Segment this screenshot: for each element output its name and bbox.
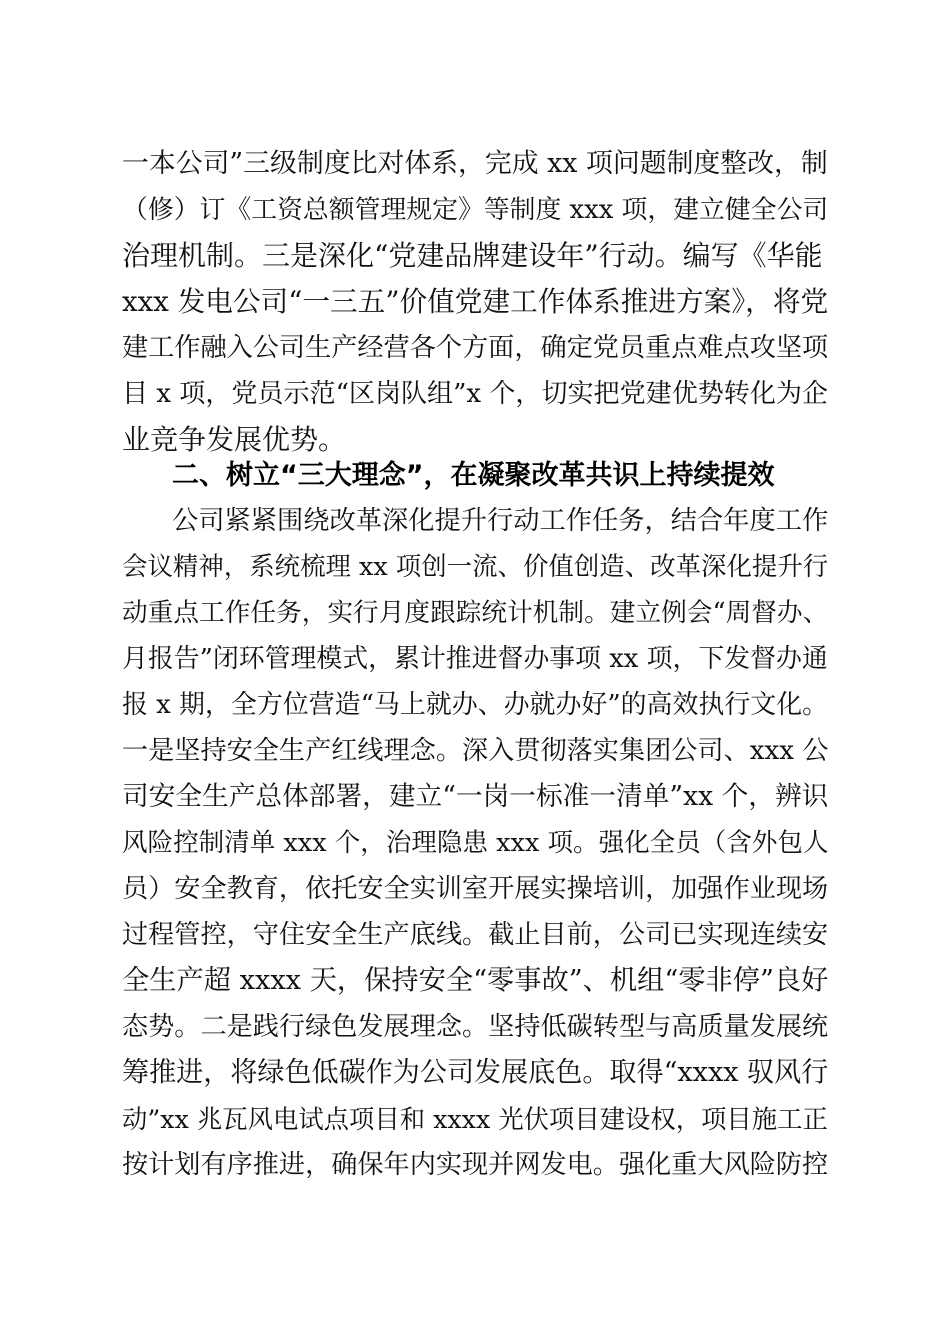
text-line: 动”xx 兆瓦风电试点项目和 xxxx 光伏项目建设权，项目施工正 — [122, 1104, 828, 1134]
text-line: 态势。二是践行绿色发展理念。坚持低碳转型与高质量发展统 — [122, 1012, 829, 1042]
text-line: 员）安全教育，依托安全实训室开展实操培训，加强作业现场 — [122, 874, 829, 904]
text-line: 动重点工作任务，实行月度跟踪统计机制。建立例会“周督办、 — [122, 598, 829, 628]
text-line: 一本公司”三级制度比对体系，完成 xx 项问题制度整改，制 — [122, 148, 828, 179]
text-line: 筹推进，将绿色低碳作为公司发展底色。取得“xxxx 驭风行 — [122, 1057, 829, 1088]
text-line: 过程管控，守住安全生产底线。截止目前，公司已实现连续安 — [122, 920, 829, 950]
text-line: 目 x 项，党员示范“区岗队组”x 个，切实把党建优势转化为企 — [122, 379, 828, 409]
text-line: 司安全生产总体部署，建立“一岗一标准一清单”xx 个，辨识 — [122, 781, 829, 812]
text-line: 会议精神，系统梳理 xx 项创一流、价值创造、改革深化提升行 — [122, 552, 829, 582]
text-line: 月报告”闭环管理模式，累计推进督办事项 xx 项，下发督办通 — [122, 644, 828, 674]
text-line: 治理机制。三是深化“党建品牌建设年”行动。编写《华能 — [122, 239, 823, 272]
text-line: 报 x 期，全方位营造“马上就办、办就办好”的高效执行文化。 — [122, 690, 829, 720]
text-line: 风险控制清单 xxx 个，治理隐患 xxx 项。强化全员（含外包人 — [122, 828, 829, 858]
text-line: 按计划有序推进，确保年内实现并网发电。强化重大风险防控 — [122, 1150, 829, 1180]
text-line: （修）订《工资总额管理规定》等制度 xxx 项，建立健全公司 — [122, 195, 829, 225]
text-line: 业竞争发展优势。 — [122, 423, 347, 456]
text-line: xxx 发电公司“一三五”价值党建工作体系推进方案》，将党 — [122, 285, 829, 318]
text-line: 公司紧紧围绕改革深化提升行动工作任务，结合年度工作 — [172, 506, 829, 536]
text-line: 建工作融入公司生产经营各个方面，确定党员重点难点攻坚项 — [122, 333, 829, 363]
section-heading: 二、树立“三大理念”，在凝聚改革共识上持续提效 — [172, 460, 775, 491]
text-line: 一是坚持安全生产红线理念。深入贯彻落实集团公司、xxx 公 — [122, 736, 829, 766]
text-line: 全生产超 xxxx 天，保持安全“零事故”、机组“零非停”良好 — [122, 965, 829, 996]
